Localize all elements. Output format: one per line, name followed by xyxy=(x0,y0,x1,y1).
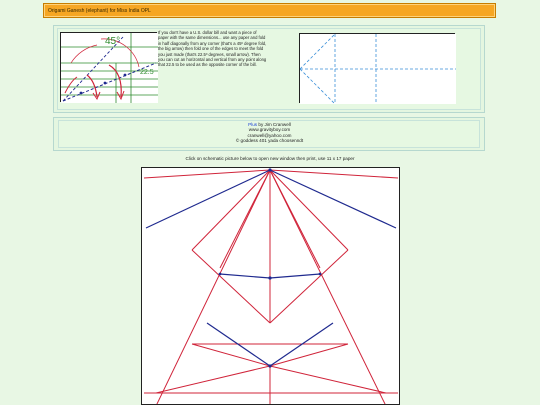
credits-copyright: © goddess 401 yada choosenndt xyxy=(235,138,304,144)
angle-45-label: 45° xyxy=(105,36,121,47)
plus-link[interactable]: Plus xyxy=(248,122,258,127)
crease-preview-diagram xyxy=(299,33,455,103)
page-title: Origami Ganesh (elephant) for Miss India OPL xyxy=(48,7,151,14)
author-name: by Jim Cranwell xyxy=(257,122,291,127)
bill-fold-diagram xyxy=(60,32,157,102)
crease-preview-drawing xyxy=(300,34,456,104)
page-header xyxy=(43,3,496,18)
crease-pattern-schematic[interactable] xyxy=(141,167,400,405)
paper-tip-text: If you don't have a U.S. dollar bill and want a piece of paper with the same dimensions... use any paper and fold in half diagonally from any corner (that's a 45º degree fold, the big arrow) then fold one of the edges to meet the fold you just made (that's 22.5º degrees, small arrow). Then you can cut an horizontal and vertical from any point along that 22.5 to be used as the opposite corner of the bill. xyxy=(158,30,267,68)
credits-email: cranwell@yahoo.com xyxy=(247,132,292,138)
print-instruction: Click on schematic picture below to open new window then print, use 11 x 17 paper xyxy=(185,156,355,161)
credits-website: www.gravityboy.com xyxy=(248,127,291,133)
bill-fold-drawing xyxy=(61,33,158,103)
credits xyxy=(59,122,480,144)
crease-pattern-drawing xyxy=(142,168,400,405)
angle-22-label: 22.5 xyxy=(140,69,154,76)
